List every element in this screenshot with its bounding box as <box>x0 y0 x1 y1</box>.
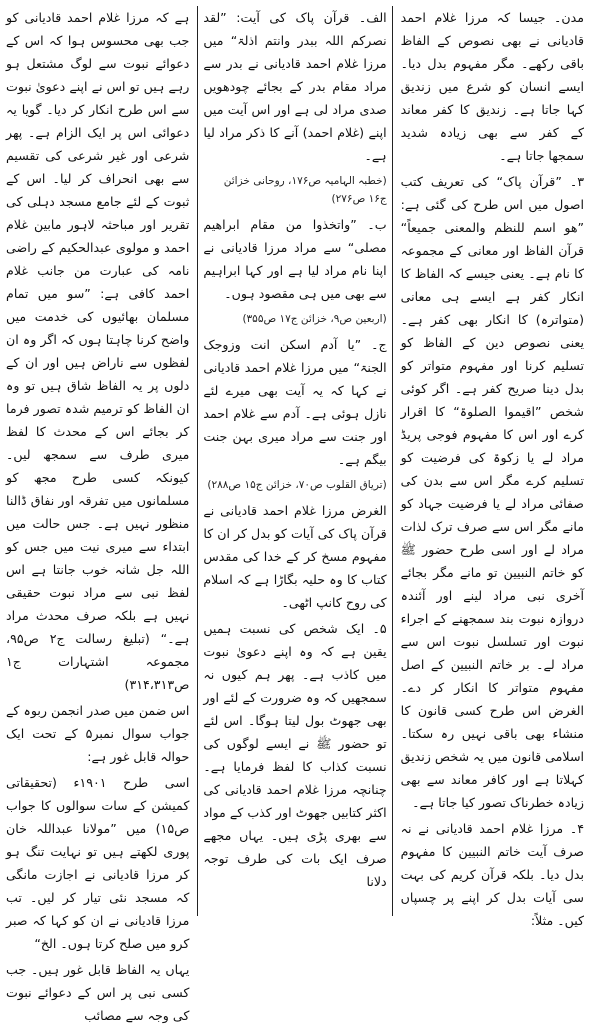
text-paragraph: اس ضمن میں صدر انجمن ربوہ کے جواب سوال نمبر۵ کے تحت ایک حوالہ قابل غور ہے: <box>6 703 190 764</box>
text-paragraph: ج۔ ”یا آدم اسکن انت وزوجک الجنۃ“ میں مرزا غلام احمد قادیانی نے کہا کہ یہ آیت بھی میرے لئے نازل ہوئی ہے۔ آدم سے غلام احمد اور جنت سے مراد میری بہن جنت بیگم ہے۔ <box>203 337 387 467</box>
left-column <box>6 6 190 1023</box>
right-column <box>400 6 584 928</box>
text-paragraph: الغرض مرزا غلام احمد قادیانی نے قرآن پاک کی آیات کو بدل کر ان کا مفہوم مسخ کر کے خدا کی مقدس کتاب کا وہ حلیہ بگاڑا ہے کہ اسلام کی روح کانپ اٹھی۔ <box>203 503 387 610</box>
text-paragraph: مدن۔ جیسا کہ مرزا غلام احمد قادیانی نے بھی نصوص کے الفاظ باقی رکھے۔ مگر مفہوم بدل دیا۔ ایسے انسان کو شرع میں زندیق کہا جاتا ہے۔ زندیق کا کفر معاند کے کفر سے بھی زیادہ شدید سمجھا جاتا ہے۔ <box>400 10 584 163</box>
text-paragraph: ۴۔ مرزا غلام احمد قادیانی نے نہ صرف آیت خاتم النبیین کا مفہوم بدل دیا۔ بلکہ قرآن کریم کی بہت سی آیات بدل کر اپنے پر چسپاں کیں۔ مثلاً: <box>400 821 584 928</box>
text-paragraph: ۵۔ ایک شخص کی نسبت ہمیں یقین ہے کہ وہ اپنے دعویٰ نبوت میں کاذب ہے۔ پھر ہم کیوں نہ سمجھیں کہ وہ ضرورت کے لئے اور بھی جھوٹ بول لیتا ہوگا۔ اس لئے تو حضور ﷺ نے ایسے لوگوں کی نسبت کذاب کا لفظ فرمایا ہے۔ چنانچہ مرزا غلام احمد قادیانی کی اکثر کتابیں جھوٹ اور کذب کے مواد سے بھری پڑی ہیں۔ یہاں مجھے صرف ایک بات کی طرف توجہ دلانا <box>203 621 387 889</box>
citation-reference: (خطبہ الہامیہ ص۱۷۶، روحانی خزائن ج۱۶ ص۲۷۶) <box>223 175 387 205</box>
citation-reference: (اربعین ص۹، خزائن ج۱۷ ص۳۵۵) <box>242 313 387 325</box>
text-paragraph: ب۔ ”واتخذوا من مقام ابراھیم مصلی“ سے مراد مرزا قادیانی نے اپنا نام مراد لیا ہے اور کہا ابراہیم سے بھی میں ہی مقصود ہوں۔ <box>203 217 387 301</box>
text-paragraph: اسی طرح ۱۹۰۱ء (تحقیقاتی کمیشن کے سات سوالوں کا جواب ص۱۵) میں ”مولانا عبداللہ خان پوری لکھتے ہیں تو نہایت تنگ ہو کر مرزا قادیانی نے اجازت مانگی کہ مسجد نئی تیار کر لیں۔ تب مرزا قادیانی نے ان کو کہا کہ صبر کرو میں صلح کرتا ہوں۔ الخ“ <box>6 775 190 951</box>
text-paragraph: ہے کہ مرزا غلام احمد قادیانی کو جب بھی محسوس ہوا کہ اس کے دعوائے نبوت سے لوگ مشتعل ہو رہے ہیں تو اس نے اپنے دعویٰ نبوت سے اس طرح انکار کر دیا۔ گویا یہ دعوائی اس پر ایک الزام ہے۔ پھر شرعی اور غیر شرعی کی تقسیم سے بھی انحراف کر لیا۔ اس کے ثبوت کے لئے جامع مسجد دہلی کی تقریر اور مباحثہ لاہور مابین غلام احمد و مولوی عبدالحکیم کے راضی نامہ کی عبارت من جانب غلام احمد کافی ہے: ”سو میں تمام مسلمان بھائیوں کی خدمت میں واضح کرنا چاہتا ہوں کہ اگر وہ ان لفظوں سے ناراض ہیں اور ان کے دلوں پر یہ الفاظ شاق ہیں تو وہ ان الفاظ کو ترمیم شدہ تصور فرما کر بجائے اس کے محدث کا لفظ میری طرف سے سمجھ لیں۔ کیونکہ کسی طرح مجھ کو مسلمانوں میں تفرقہ اور نفاق ڈالنا منظور نہیں ہے۔ جس حالت میں ابتداء سے میری نیت میں جس کو اللہ جل شانہ خوب جانتا ہے اس لفظ نبی سے مراد نبوت حقیقی نہیں ہے بلکہ صرف محدث مراد ہے۔“ (تبلیغ رسالت ج۲ ص۹۵، مجموعہ اشتہارات ج۱ ص۳۱۴،۳۱۳) <box>6 10 190 692</box>
citation-reference: (تریاق القلوب ص۷۰، خزائن ج۱۵ ص۲۸۸) <box>207 479 387 491</box>
text-paragraph: یہاں یہ الفاظ قابل غور ہیں۔ جب کسی نبی پر اس کے دعوائے نبوت کی وجہ سے مصائب <box>6 962 190 1023</box>
text-paragraph: ۳۔ ”قرآن پاک“ کی تعریف کتب اصول میں اس طرح کی گئی ہے: ”ھو اسم للنظم والمعنی جمیعاً“ قرآن الفاظ اور معانی کے مجموعہ کا نام ہے۔ یعنی جیسے کہ الفاظ کا انکار کفر ہے ایسے ہی معانی (متواترہ) کا انکار بھی کفر ہے۔ یعنی نصوص دین کے الفاظ کو تسلیم کرنا اور مفہوم متواتر کو بدل دینا صریح کفر ہے۔ اگر کوئی شخص ”اقیموا الصلوۃ“ کا اقرار کرے اور اس کا مفہوم فوجی پریڈ مراد لے یا زکوۃ کی فرضیت کو تسلیم کرے مگر اس سے بدن کی صفائی مراد لے یا فرضیت جہاد کو مانے مگر اس سے صرف ترک لذات مراد لے اور اسی طرح حضور ﷺ کو خاتم النبیین تو مانے مگر بجائے آخری نبی مراد لینے اور آئندہ دروازہ نبوت بند سمجھنے کے اجراء نبوت اور تسلسل نبوت اس سے مراد لے۔ بر خاتم النبیین کے اصل مفہوم متواتر کا انکار کر دے۔ الغرض اس طرح کسی قانون کا منشاء بھی باقی نہیں رہ سکتا۔ اسلامی قانون میں یہ شخص زندیق کہلاتا ہے اور کافر معاند سے بھی زیادہ خطرناک تصور کیا جاتا ہے۔ <box>400 174 584 810</box>
middle-column <box>197 6 392 916</box>
text-paragraph: الف۔ قرآن پاک کی آیت: ”لقد نصرکم اللہ ببدر وانتم اذلۃ“ میں مرزا غلام احمد قادیانی نے بدر سے مراد مقام بدر کے بجائے چودھویں صدی مراد لی ہے اور اس آیت میں اپنے (غلام احمد) آنے کا ذکر مراد لیا ہے۔ <box>203 10 387 163</box>
